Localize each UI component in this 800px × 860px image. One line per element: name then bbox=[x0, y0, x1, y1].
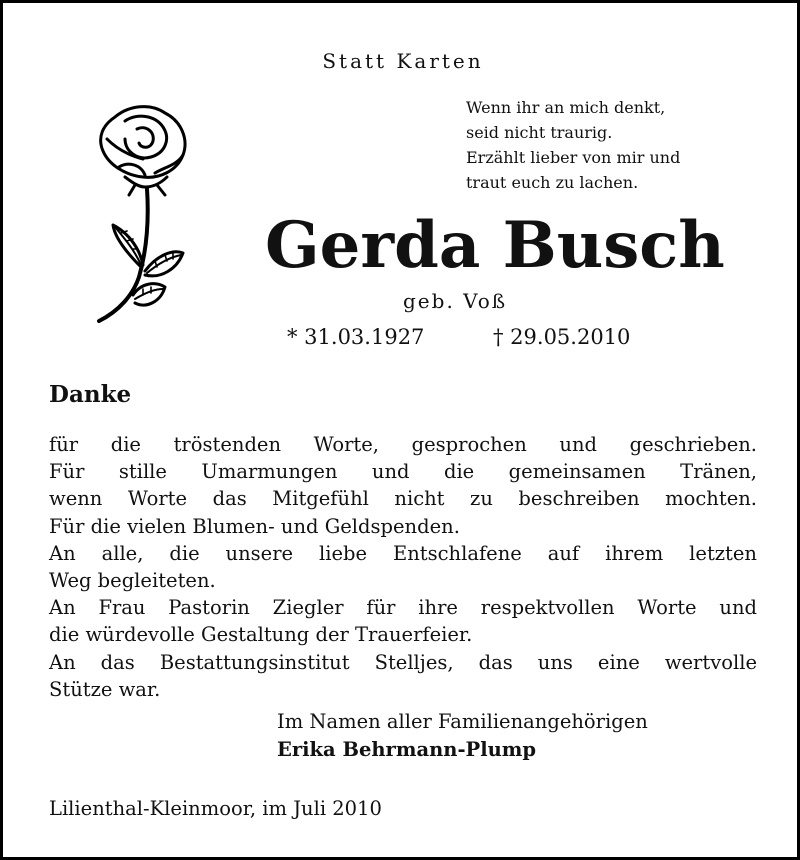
poem-line: traut euch zu lachen. bbox=[466, 173, 639, 192]
body-line: An alle, die unsere liebe Entschlafene auf ihrem letzten bbox=[49, 541, 757, 565]
thanks-heading: Danke bbox=[49, 381, 132, 408]
body-line: An Frau Pastorin Ziegler für ihre respektvollen Worte und bbox=[49, 596, 757, 620]
body-line: An das Bestattungsinstitut Stelljes, das uns eine wertvolle bbox=[49, 650, 757, 674]
signer-name: Erika Behrmann-Plump bbox=[277, 738, 537, 761]
poem bbox=[466, 95, 680, 195]
body-line: Stütze war. bbox=[49, 677, 161, 701]
body-line: Weg begleiteten. bbox=[49, 569, 216, 593]
poem-line: Wenn ihr an mich denkt, bbox=[466, 98, 666, 117]
body-line: Für stille Umarmungen und die gemeinsamen Tränen, bbox=[49, 460, 757, 484]
poem-line: Erzählt lieber von mir und bbox=[466, 148, 681, 167]
body-line: Für die vielen Blumen- und Geldspenden. bbox=[49, 514, 460, 538]
maiden-name: geb. Voß bbox=[403, 289, 508, 313]
rose-icon bbox=[85, 99, 203, 323]
deceased-name: Gerda Busch bbox=[265, 208, 725, 283]
birth-date: * 31.03.1927 bbox=[287, 325, 425, 349]
poem-line: seid nicht traurig. bbox=[466, 123, 613, 142]
body-line: wenn Worte das Mitgefühl nicht zu beschreiben mochten. bbox=[49, 487, 757, 511]
signature bbox=[277, 708, 648, 764]
thanks-body bbox=[49, 431, 757, 703]
body-line: für die tröstenden Worte, gesprochen und geschrieben. bbox=[49, 433, 757, 456]
header-note: Statt Karten bbox=[322, 49, 484, 73]
body-line: die würdevolle Gestaltung der Trauerfeier. bbox=[49, 623, 473, 647]
place-date: Lilienthal-Kleinmoor, im Juli 2010 bbox=[49, 797, 382, 820]
signature-intro: Im Namen aller Familienangehörigen bbox=[277, 710, 648, 733]
death-date: † 29.05.2010 bbox=[493, 325, 631, 349]
